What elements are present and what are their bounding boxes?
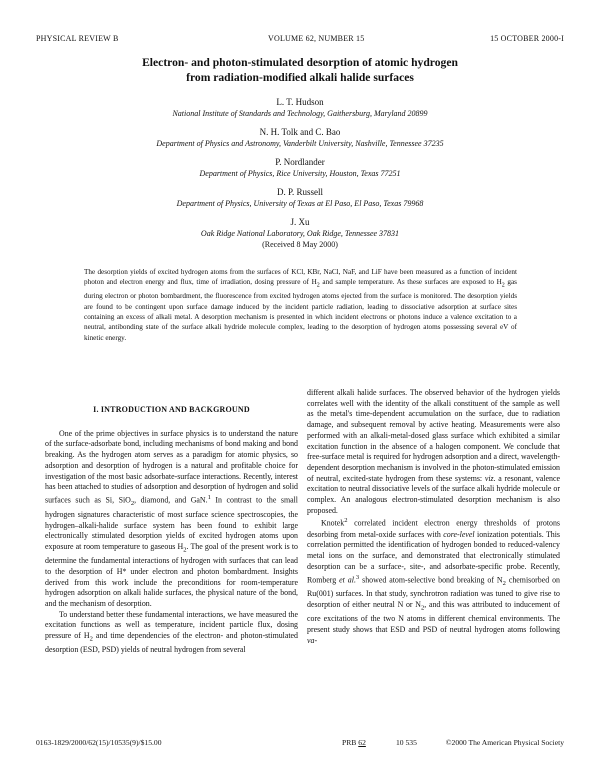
abstract-text: and sample temperature. As these surfaces are exposed to H (319, 278, 502, 287)
italic-text: viz. (484, 473, 496, 483)
author-block (40, 156, 560, 179)
article-code: 0163-1829/2000/62(15)/10535(9)/$15.00 (36, 738, 162, 747)
right-column (307, 388, 560, 647)
author-affiliation: Department of Physics and Astronomy, Vanderbilt University, Nashville, Tennessee 37235 (156, 139, 444, 148)
journal-volume (342, 738, 366, 747)
paragraph-text: Knotek (321, 519, 345, 529)
page-footer (36, 738, 564, 750)
author-affiliation: Department of Physics, Rice University, Houston, Texas 77251 (199, 169, 401, 178)
italic-text: core-level (443, 529, 475, 539)
paragraph-text: chemisorbed on Ru(001) surfaces. In that study, synchrotron radiation was tuned to give rise to desorption of either neutral N or N (307, 575, 561, 610)
paragraph-text: correlated incident electron energy thresholds of protons desorbing from metal-oxide surfaces with (307, 519, 560, 539)
journal-name: PHYSICAL REVIEW B (36, 34, 119, 43)
abstract-text: gas during electron or photon bombardment, the fluorescence from excited hydrogen atoms ejected from the surface is monitored. The desorption yields are found to be contingent upon surface damage induced by the incident particle radiation, leading to dissociative adsorption at surface sites containing an excess of alkali metal. A desorption mechanism is presented in which incident electrons or photons induce a valence excitation to a neutral, antibonding state of the surface alkali hydride molecule complex, leading to the desorption of hydrogen atoms possessing several eV of kinetic energy. (84, 278, 517, 342)
paragraph-text: In contrast to the small hydrogen signatures characteristic of most surface science spectroscopies, the hydrogen–alkali-halide surface system has been found to exhibit large electronically stimulated desorption yields of excited hydrogen atoms upon exposure at room temperature to gaseous H (45, 495, 298, 551)
paragraph-text: , and this was attributed to inducement of core excitations of the two N atoms in different chemical environments. The present study shows that ESD and PSD of neutral hydrogen atoms following (307, 600, 561, 635)
volume-number: VOLUME 62, NUMBER 15 (268, 34, 365, 43)
author-name: N. H. Tolk and C. Bao (259, 127, 341, 137)
left-column (45, 405, 298, 656)
author-block (40, 126, 560, 149)
paragraph-text: ionization potentials. This correlation permitted the identification of hydrogen bonded to reduced-valency metal ions on the surface, and demonstrated that electronically stimulated desorption can be a surface-, site-, and adsorbate-specific probe. Recently, Romberg (307, 529, 560, 585)
received-date: (Received 8 May 2000) (262, 240, 338, 249)
abstract: The desorption yields of excited hydrogen atoms from the surfaces of KCl, KBr, NaCl, NaF, and LiF have been measured as a function of incident photon and electron energy and flux, time of irradiation, dosing pressure of $H_2$ and sample temperature. As these surfaces are exposed to $H_2$ gas during electron or photon bombardment, the fluorescence from excited hydrogen atoms ejected from the surface is monitored. The desorption yields are found to be contingent upon surface damage induced by the incident particle radiation, leading to dissociative adsorption at surface sites containing an excess of alkali metal. A desorption mechanism is presented in which incident electrons or photons induce a valence excitation to a neutral, antibonding state of the surface alkali hydride molecule complex, leading to the desorption of hydrogen atoms possessing several eV of kinetic energy. (84, 268, 517, 342)
paragraph-text: a resonant, valence excitation to neutral dissociative levels of the surface alkali hydride molecule or complex. An analogous electron-stimulated desorption mechanism is also proposed. (307, 473, 561, 515)
author-name: J. Xu (290, 217, 310, 227)
paragraph: One of the prime objectives in surface physics is to understand the nature of the surface-adsorbate bond, including mechanisms of bond making and bond breaking. As the hydrogen atom serves as a paradigm for atomic physics, so adsorption and desorption of hydrogen is a natural and profitable choice for investigation of the most basic adsorbate-surface interactions. Recently, interest has been attached to studies of adsorption and desorption of hydrogen and solid surfaces such as Si, SiO$_2$, diamond, and GaN.$^1$ In contrast to the small hydrogen signatures characteristic of most surface science spectroscopies, the hydrogen–alkali-halide surface system has been found to exhibit large electronically stimulated desorption yields of excited hydrogen atoms upon exposure at room temperature to gaseous $H_2$. The goal of the present work is to determine the fundamental interactions of hydrogen with surfaces that can lead to the desorption of H* under electron and photon bombardment. Insights derived from this work include the preconditions for room-temperature hydrogen adsorption on alkali halide surfaces, the physical nature of the bond, and the mechanism of desorption. (45, 428, 298, 609)
paragraph (307, 388, 560, 516)
page-number: 10 535 (396, 738, 417, 747)
running-head (36, 34, 564, 46)
author-affiliation: Oak Ridge National Laboratory, Oak Ridge, Tennessee 37831 (200, 229, 400, 238)
author-affiliation: Department of Physics, University of Texas at El Paso, El Paso, Texas 79968 (176, 199, 424, 208)
author-list (40, 96, 560, 250)
paragraph: To understand better these fundamental interactions, we have measured the excitation functions as well as temperature, incident particle flux, dosing pressure of $H_2$ and time dependencies of the electron- and photon-stimulated desorption (ESD, PSD) yields of neutral hydrogen from several (45, 609, 298, 655)
section-heading: I. INTRODUCTION AND BACKGROUND (93, 405, 250, 414)
copyright: ©2000 The American Physical Society (445, 738, 564, 747)
title-line-1: Electron- and photon-stimulated desorption of atomic hydrogen (142, 56, 458, 69)
author-block (40, 216, 560, 250)
paragraph-text: different alkali halide surfaces. The observed behavior of the hydrogen yields correlates well with the identity of the alkali constituent of the sample as well as the metal's time-dependent accumulation on the surface, due to radiation damage, and subsequent removal by active heating. Measurements were also performed with an alkali-metal-dosed glass surface which exhibited a similar excitation function in the absence of a halogen component. We conclude that free-surface metal is required for hydrogen adsorption and a direct, wavelength-dependent desorption mechanism is involved in the photon-stimulated emission of neutral, excited-state hydrogen from these systems: (307, 388, 560, 483)
paragraph: Knotek$^2$ correlated incident electron energy thresholds of protons desorbing from metal-oxide surfaces with core-level ionization potentials. This correlation permitted the identification of hydrogen bonded to reduced-valency metal ions on the surface, and demonstrated that electronically stimulated desorption can be a surface-, site-, and adsorbate-specific probe. Recently, Romberg et al.$^3$ showed atom-selective bond breaking of $N_2$ chemisorbed on Ru(001) surfaces. In that study, synchrotron radiation was tuned to give rise to desorption of either neutral N or $N_2$, and this was attributed to inducement of core excitations of the two N atoms in different chemical environments. The present study shows that ESD and PSD of neutral hydrogen atoms following va- (307, 517, 561, 645)
paragraph-text: One of the prime objectives in surface physics is to understand the nature of the surface-adsorbate bond, including mechanisms of bond making and bond breaking. As the hydrogen atom serves as a paradigm for atomic physics, so adsorption and desorption of hydrogen is a natural and profitable choice for investigation of the most basic adsorbate-surface interactions. Recently, interest has been attached to studies of adsorption and desorption of hydrogen and solid surfaces such as Si, SiO (45, 428, 298, 505)
author-block (40, 96, 560, 119)
author-name: L. T. Hudson (276, 97, 324, 107)
italic-text: et al. (339, 575, 356, 585)
paragraph-text: and time dependencies of the electron- and photon-stimulated desorption (ESD, PSD) yields of neutral hydrogen from several (45, 631, 298, 655)
volume-number: 62 (358, 738, 366, 747)
issue-date: 15 OCTOBER 2000-I (490, 34, 564, 43)
paragraph-text: , diamond, and GaN. (134, 495, 208, 505)
author-block (40, 186, 560, 209)
paragraph-text: To understand better these fundamental interactions, we have measured the excitation functions as well as temperature, incident particle flux, dosing pressure of H (45, 609, 298, 641)
abstract-text: The desorption yields of excited hydrogen atoms from the surfaces of KCl, KBr, NaCl, NaF, and LiF have been measured as a function of incident photon and electron energy and flux, time of irradiation, dosing pressure of H (84, 268, 517, 287)
title-line-2: from radiation-modified alkali halide surfaces (186, 70, 414, 84)
author-name: P. Nordlander (275, 157, 325, 167)
paragraph-text: showed atom-selective bond breaking of N (359, 575, 503, 585)
paragraph-text: . The goal of the present work is to determine the fundamental interactions of hydrogen with surfaces that can lead to the desorption of H* under electron and photon bombardment. Insights derived from this work include the preconditions for room-temperature hydrogen adsorption on alkali halide surfaces, the physical nature of the bond, and the mechanism of desorption. (45, 541, 298, 609)
journal-abbrev: PRB (342, 738, 357, 747)
italic-text: va- (307, 635, 318, 645)
author-affiliation: National Institute of Standards and Technology, Gaithersburg, Maryland 20899 (172, 109, 428, 118)
article-title (60, 56, 540, 85)
author-name: D. P. Russell (276, 187, 323, 197)
